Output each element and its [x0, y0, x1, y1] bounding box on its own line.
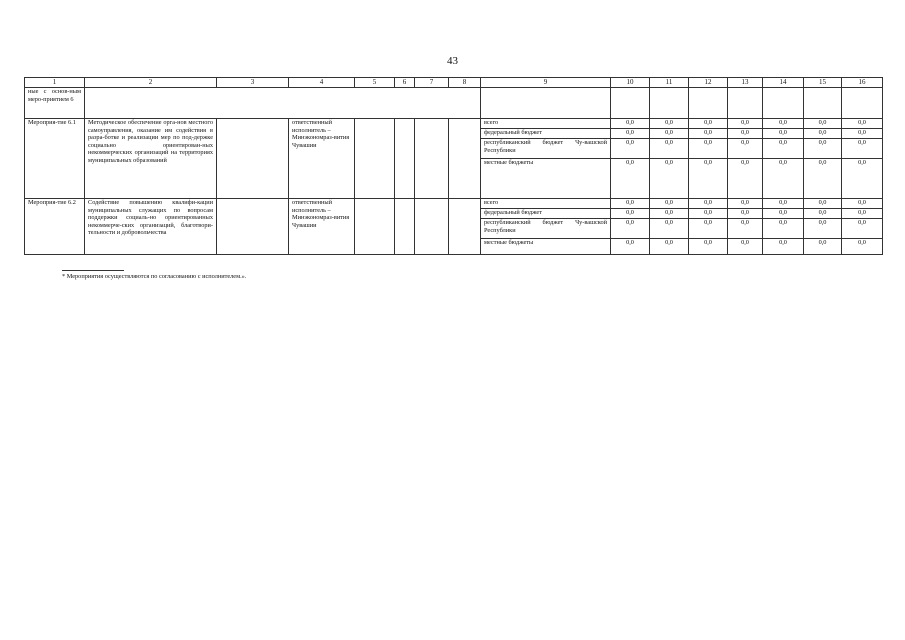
funding-value: 0,0 — [728, 239, 763, 255]
funding-value: 0,0 — [763, 199, 804, 209]
funding-value: 0,0 — [611, 119, 650, 129]
column-header: 12 — [689, 78, 728, 88]
funding-value: 0,0 — [804, 139, 842, 159]
empty-cell — [689, 88, 728, 119]
measure-code: Мероприя-тие 6.2 — [25, 199, 85, 255]
funding-value: 0,0 — [842, 119, 883, 129]
funding-value: 0,0 — [689, 119, 728, 129]
measure-description: Методическое обеспечение орга-нов местного самоуправления, оказание им содействия в разра-ботке и реализации мер по под-держке социально ориентирован-ных некоммерческих организаций на территориях муниципальных образований — [85, 119, 217, 199]
funding-value: 0,0 — [650, 219, 689, 239]
column-header: 16 — [842, 78, 883, 88]
funding-value: 0,0 — [763, 219, 804, 239]
table-body — [25, 78, 883, 255]
funding-value: 0,0 — [842, 139, 883, 159]
funding-value: 0,0 — [763, 119, 804, 129]
funding-source: республиканский бюджет Чу-вашской Республики — [481, 219, 611, 239]
empty-cell — [763, 88, 804, 119]
funding-value: 0,0 — [611, 199, 650, 209]
empty-cell — [611, 88, 650, 119]
funding-value: 0,0 — [842, 209, 883, 219]
column-header-row — [25, 78, 883, 88]
empty-cell — [355, 199, 395, 255]
column-header: 11 — [650, 78, 689, 88]
funding-value: 0,0 — [804, 119, 842, 129]
funding-value: 0,0 — [804, 199, 842, 209]
funding-value: 0,0 — [650, 119, 689, 129]
funding-value: 0,0 — [804, 129, 842, 139]
funding-value: 0,0 — [611, 159, 650, 199]
funding-value: 0,0 — [804, 219, 842, 239]
funding-source: всего — [481, 199, 611, 209]
funding-value: 0,0 — [650, 209, 689, 219]
measure-code: Мероприя-тие 6.1 — [25, 119, 85, 199]
funding-value: 0,0 — [728, 129, 763, 139]
funding-value: 0,0 — [842, 219, 883, 239]
funding-value: 0,0 — [842, 239, 883, 255]
funding-value: 0,0 — [728, 119, 763, 129]
empty-cell — [728, 88, 763, 119]
funding-source: федеральный бюджет — [481, 129, 611, 139]
funding-value: 0,0 — [842, 159, 883, 199]
funding-value: 0,0 — [650, 239, 689, 255]
footnote: * Мероприятия осуществляются по согласованию с исполнителем.». — [62, 273, 247, 280]
column-header: 6 — [395, 78, 415, 88]
measure-executor: ответственный исполнитель – Минэкономраз-вития Чувашии — [289, 119, 355, 199]
column-header: 15 — [804, 78, 842, 88]
funding-value: 0,0 — [728, 209, 763, 219]
column-header: 1 — [25, 78, 85, 88]
funding-source: местные бюджеты — [481, 239, 611, 255]
funding-value: 0,0 — [689, 159, 728, 199]
empty-cell — [804, 88, 842, 119]
empty-cell — [395, 119, 415, 199]
continuation-cell: ные с основ-ным меро-приятием 6 — [25, 88, 85, 119]
funding-value: 0,0 — [763, 139, 804, 159]
funding-value: 0,0 — [763, 159, 804, 199]
funding-value: 0,0 — [611, 129, 650, 139]
funding-value: 0,0 — [689, 209, 728, 219]
column-header: 5 — [355, 78, 395, 88]
funding-value: 0,0 — [611, 139, 650, 159]
column-header: 8 — [449, 78, 481, 88]
empty-cell — [217, 119, 289, 199]
funding-value: 0,0 — [650, 139, 689, 159]
funding-value: 0,0 — [689, 139, 728, 159]
funding-value: 0,0 — [763, 209, 804, 219]
empty-cell — [355, 119, 395, 199]
funding-value: 0,0 — [650, 129, 689, 139]
funding-source: республиканский бюджет Чу-вашской Республики — [481, 139, 611, 159]
funding-value: 0,0 — [804, 239, 842, 255]
funding-value: 0,0 — [611, 219, 650, 239]
column-header: 10 — [611, 78, 650, 88]
empty-cell — [85, 88, 481, 119]
funding-value: 0,0 — [728, 159, 763, 199]
funding-value: 0,0 — [728, 199, 763, 209]
funding-value: 0,0 — [611, 209, 650, 219]
empty-cell — [449, 199, 481, 255]
funding-value: 0,0 — [804, 159, 842, 199]
funding-value: 0,0 — [650, 159, 689, 199]
measure-description: Содействие повышению квалифи-кации муниципальных служащих по вопросам поддержки социаль-но ориентированных некоммерче-ских организаций, благотвори-тельности и добровольчества — [85, 199, 217, 255]
funding-value: 0,0 — [804, 209, 842, 219]
column-header: 7 — [415, 78, 449, 88]
funding-value: 0,0 — [689, 199, 728, 209]
empty-cell — [415, 119, 449, 199]
empty-cell — [395, 199, 415, 255]
footnote-separator — [62, 270, 124, 271]
funding-value: 0,0 — [728, 139, 763, 159]
funding-value: 0,0 — [842, 199, 883, 209]
column-header: 3 — [217, 78, 289, 88]
measure-executor: ответственный исполнитель – Минэкономраз-вития Чувашии — [289, 199, 355, 255]
funding-row — [25, 199, 883, 209]
funding-value: 0,0 — [728, 219, 763, 239]
column-header: 2 — [85, 78, 217, 88]
empty-cell — [481, 88, 611, 119]
empty-cell — [650, 88, 689, 119]
empty-cell — [415, 199, 449, 255]
funding-value: 0,0 — [689, 239, 728, 255]
continuation-row — [25, 88, 883, 119]
empty-cell — [449, 119, 481, 199]
funding-source: местные бюджеты — [481, 159, 611, 199]
funding-value: 0,0 — [763, 129, 804, 139]
funding-value: 0,0 — [689, 219, 728, 239]
funding-value: 0,0 — [842, 129, 883, 139]
column-header: 13 — [728, 78, 763, 88]
funding-value: 0,0 — [650, 199, 689, 209]
empty-cell — [842, 88, 883, 119]
funding-source: федеральный бюджет — [481, 209, 611, 219]
column-header: 14 — [763, 78, 804, 88]
funding-value: 0,0 — [689, 129, 728, 139]
program-table — [24, 77, 883, 255]
funding-value: 0,0 — [611, 239, 650, 255]
funding-value: 0,0 — [763, 239, 804, 255]
column-header: 4 — [289, 78, 355, 88]
empty-cell — [217, 199, 289, 255]
funding-row — [25, 119, 883, 129]
funding-source: всего — [481, 119, 611, 129]
page-number: 43 — [447, 55, 458, 67]
column-header: 9 — [481, 78, 611, 88]
